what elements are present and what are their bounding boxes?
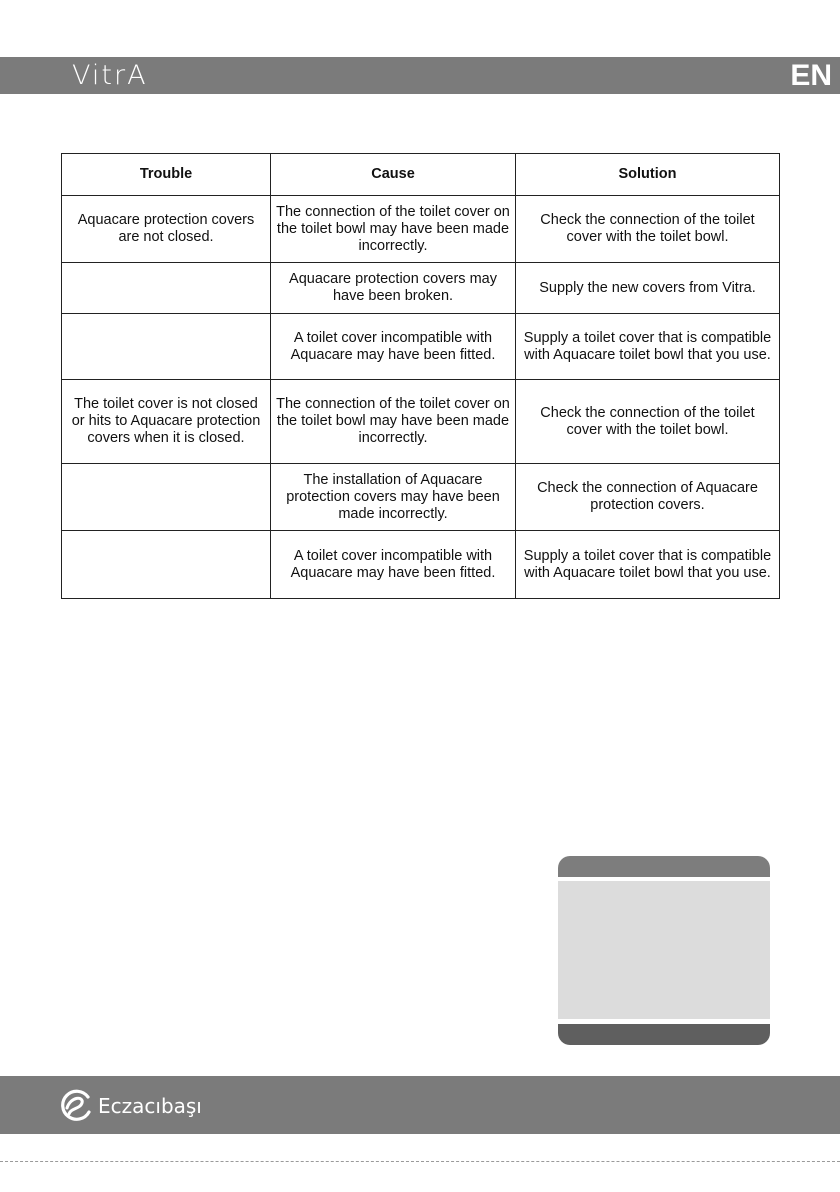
solution-cell: Check the connection of the toilet cover with the toilet bowl. [516, 380, 780, 464]
brand-name: Eczacıbaşı [98, 1094, 202, 1118]
vitra-logo: VitrA [72, 60, 148, 91]
cause-cell: The connection of the toilet cover on the toilet bowl may have been made incorrectly. [271, 380, 516, 464]
solution-cell: Check the connection of Aquacare protection covers. [516, 464, 780, 531]
cause-cell: A toilet cover incompatible with Aquacare may have been fitted. [271, 314, 516, 380]
table-row [62, 464, 780, 531]
language-label: EN [790, 59, 832, 92]
trouble-cell [62, 314, 271, 380]
eczacibasi-logo-icon [58, 1088, 94, 1127]
footer-bar [0, 1076, 840, 1134]
info-panel-placeholder [558, 856, 770, 1045]
solution-cell: Supply the new covers from Vitra. [516, 263, 780, 314]
panel-footer [558, 1024, 770, 1045]
header-solution: Solution [516, 154, 780, 196]
trouble-cell: The toilet cover is not closed or hits to Aquacare protection covers when it is closed. [62, 380, 271, 464]
cause-cell: Aquacare protection covers may have been broken. [271, 263, 516, 314]
header-cause: Cause [271, 154, 516, 196]
trouble-cell [62, 531, 271, 599]
page-cut-line [0, 1161, 840, 1162]
table-row [62, 531, 780, 599]
troubleshooting-table [61, 153, 780, 599]
table-header-row [62, 154, 780, 196]
panel-body [558, 881, 770, 1019]
table-row [62, 196, 780, 263]
solution-cell: Supply a toilet cover that is compatible with Aquacare toilet bowl that you use. [516, 531, 780, 599]
solution-cell: Check the connection of the toilet cover with the toilet bowl. [516, 196, 780, 263]
table-row [62, 263, 780, 314]
cause-cell: The connection of the toilet cover on the toilet bowl may have been made incorrectly. [271, 196, 516, 263]
panel-header [558, 856, 770, 877]
cause-cell: The installation of Aquacare protection covers may have been made incorrectly. [271, 464, 516, 531]
trouble-cell: Aquacare protection covers are not closed. [62, 196, 271, 263]
header-trouble: Trouble [62, 154, 271, 196]
header-bar [0, 57, 840, 94]
trouble-cell [62, 464, 271, 531]
table-row [62, 380, 780, 464]
solution-cell: Supply a toilet cover that is compatible with Aquacare toilet bowl that you use. [516, 314, 780, 380]
table-row [62, 314, 780, 380]
trouble-cell [62, 263, 271, 314]
cause-cell: A toilet cover incompatible with Aquacare may have been fitted. [271, 531, 516, 599]
